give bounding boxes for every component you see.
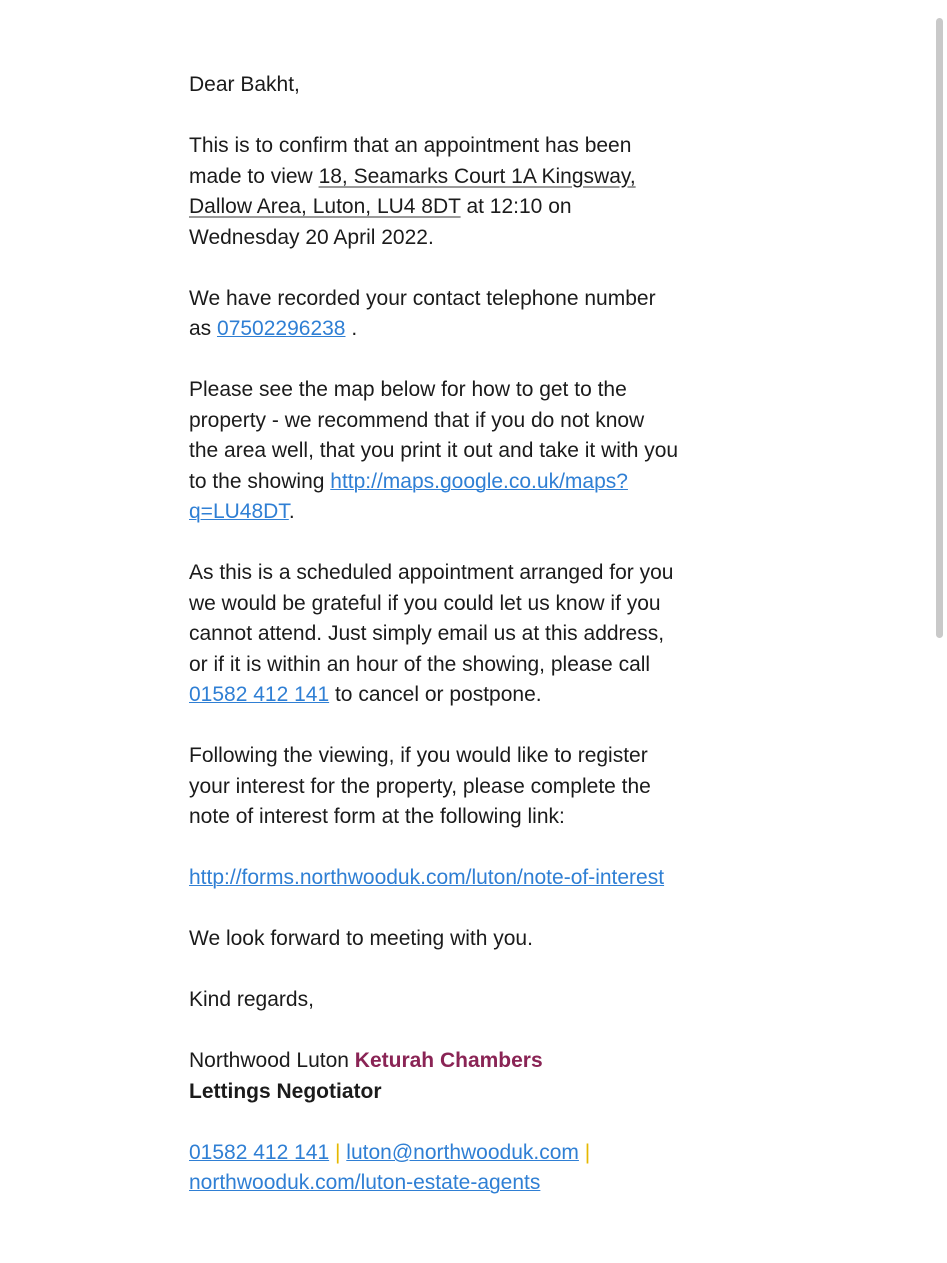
sentence-end: . — [427, 225, 434, 249]
signature-office: Northwood Luton — [189, 1049, 355, 1072]
interest-link-paragraph — [189, 863, 679, 894]
note-of-interest-link[interactable]: http://forms.northwooduk.com/luton/note-of-interest — [189, 866, 665, 889]
regards-line: Kind regards, — [189, 988, 314, 1011]
signature-name: Keturah Chambers — [354, 1049, 543, 1072]
separator: | — [584, 1140, 591, 1164]
signature-email-link[interactable]: luton@northwooduk.com — [346, 1140, 579, 1164]
recorded-phone-link[interactable]: 07502296238 — [217, 317, 346, 340]
signature-phone-link[interactable]: 01582 412 141 — [189, 1140, 330, 1164]
closing-line: We look forward to meeting with you. — [189, 927, 533, 950]
cancellation-end: to cancel or postpone. — [329, 683, 542, 706]
map-paragraph — [189, 375, 679, 528]
property-address: 18, Seamarks Court 1A Kingsway, Dallow Area, Luton, LU4 8DT — [189, 164, 636, 218]
sentence-end: . — [288, 500, 295, 523]
map-text: Please see the map below for how to get to the property - we recommend that if you do not know the area well, that you print it out and take it with you to the showing — [189, 378, 679, 493]
at-text: at — [460, 195, 490, 218]
appointment-confirmation-paragraph — [189, 131, 679, 253]
confirmation-intro: This is to confirm that an appointment has been made to view — [189, 134, 632, 188]
interest-paragraph: Following the viewing, if you would like to register your interest for the property, please complete the note of interest form at the following link: — [189, 744, 651, 828]
separator: | — [334, 1140, 341, 1164]
telephone-paragraph — [189, 284, 679, 345]
greeting: Dear Bakht, — [189, 73, 300, 96]
signature-website-link[interactable]: northwooduk.com/luton-estate-agents — [189, 1171, 541, 1194]
cancellation-paragraph — [189, 558, 679, 711]
on-text: on — [542, 195, 572, 218]
cancellation-text: As this is a scheduled appointment arranged for you we would be grateful if you could let us know if you cannot attend. Just simply email us at this address, or if it is within an hour of the showing, please call — [189, 561, 674, 676]
vertical-scrollbar[interactable] — [936, 18, 943, 638]
office-phone-link[interactable]: 01582 412 141 — [189, 683, 330, 706]
appointment-date: Wednesday 20 April 2022 — [189, 225, 428, 249]
contact-links — [189, 1138, 679, 1199]
signature-role: Lettings Negotiator — [189, 1079, 382, 1103]
google-maps-link[interactable]: http://maps.google.co.uk/maps?q=LU48DT — [189, 469, 628, 523]
signature-block — [189, 1046, 679, 1107]
appointment-time: 12:10 — [489, 195, 543, 218]
sentence-end: . — [345, 317, 358, 340]
telephone-text: We have recorded your contact telephone number as — [189, 286, 656, 340]
email-body — [189, 70, 679, 1229]
